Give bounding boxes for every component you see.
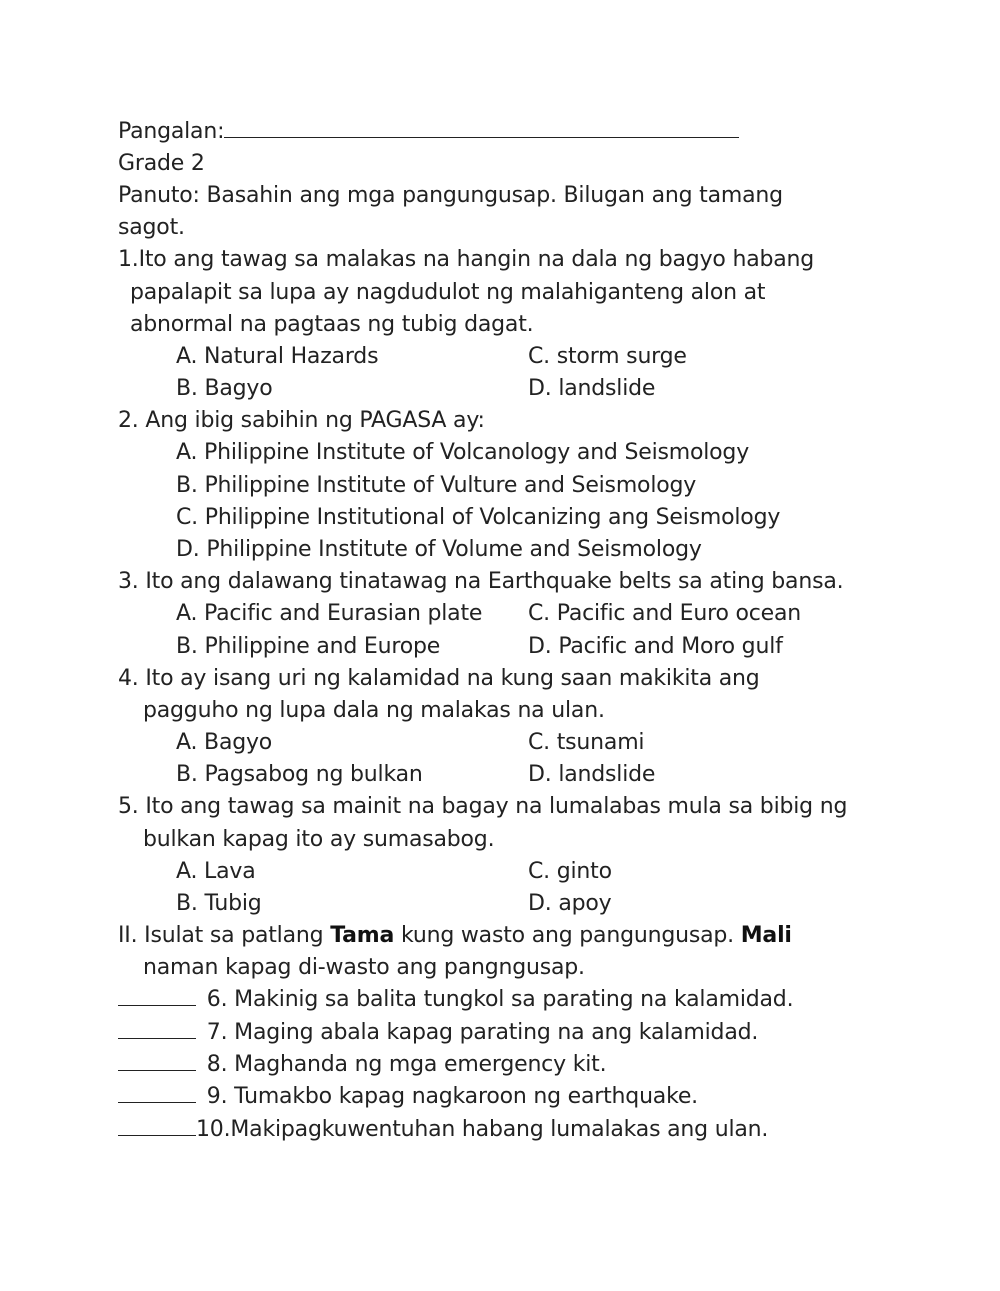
tf-statement-10: 10.Makipagkuwentuhan habang lumalakas ang ulan. <box>196 1117 769 1142</box>
grade-label: Grade 2 <box>118 151 205 176</box>
question-3-line-1: 3. Ito ang dalawang tinatawag na Earthquake belts sa ating bansa. <box>118 569 844 594</box>
part2-intro-prefix: II. Isulat sa patlang <box>118 923 331 948</box>
answer-blank-6[interactable] <box>118 985 196 1006</box>
q3-choice-d[interactable]: D. Pacific and Moro gulf <box>528 634 783 659</box>
mali-keyword: Mali <box>740 923 792 948</box>
tf-statement-9: 9. Tumakbo kapag nagkaroon ng earthquake. <box>200 1084 698 1109</box>
q3-choice-b[interactable]: B. Philippine and Europe <box>176 634 441 659</box>
tf-item-8 <box>118 1050 606 1080</box>
question-4-line-2: pagguho ng lupa dala ng malakas na ulan. <box>143 698 605 723</box>
q4-choice-d[interactable]: D. landslide <box>528 762 656 787</box>
tf-item-9 <box>118 1082 698 1112</box>
q2-choice-a[interactable]: A. Philippine Institute of Volcanology and Seismology <box>176 440 750 465</box>
answer-blank-8[interactable] <box>118 1050 196 1071</box>
q4-choice-a[interactable]: A. Bagyo <box>176 730 273 755</box>
answer-blank-7[interactable] <box>118 1018 196 1039</box>
part2-instruction-line-2: naman kapag di-wasto ang pangngusap. <box>143 955 585 980</box>
question-1-line-3: abnormal na pagtaas ng tubig dagat. <box>130 312 534 337</box>
question-4-line-1: 4. Ito ay isang uri ng kalamidad na kung saan makikita ang <box>118 666 760 691</box>
instruction-line-2: sagot. <box>118 215 185 240</box>
q1-choice-a[interactable]: A. Natural Hazards <box>176 344 379 369</box>
name-blank[interactable] <box>224 117 739 138</box>
q4-choice-c[interactable]: C. tsunami <box>528 730 645 755</box>
tf-item-6 <box>118 985 793 1015</box>
tf-statement-6: 6. Makinig sa balita tungkol sa parating na kalamidad. <box>200 987 794 1012</box>
q4-choice-b[interactable]: B. Pagsabog ng bulkan <box>176 762 423 787</box>
question-1-line-2: papalapit sa lupa ay nagdudulot ng malahiganteng alon at <box>130 280 766 305</box>
question-5-line-1: 5. Ito ang tawag sa mainit na bagay na lumalabas mula sa bibig ng <box>118 794 848 819</box>
q5-choice-d[interactable]: D. apoy <box>528 891 612 916</box>
q1-choice-c[interactable]: C. storm surge <box>528 344 687 369</box>
tf-statement-8: 8. Maghanda ng mga emergency kit. <box>200 1052 607 1077</box>
answer-blank-9[interactable] <box>118 1082 196 1103</box>
question-5-line-2: bulkan kapag ito ay sumasabog. <box>143 827 495 852</box>
name-label: Pangalan: <box>118 119 225 144</box>
q5-choice-b[interactable]: B. Tubig <box>176 891 262 916</box>
q2-choice-d[interactable]: D. Philippine Institute of Volume and Seismology <box>176 537 702 562</box>
q5-choice-c[interactable]: C. ginto <box>528 859 612 884</box>
q2-choice-b[interactable]: B. Philippine Institute of Vulture and Seismology <box>176 473 697 498</box>
tf-item-10 <box>118 1115 768 1145</box>
tf-item-7 <box>118 1018 758 1048</box>
q5-choice-a[interactable]: A. Lava <box>176 859 256 884</box>
q3-choice-a[interactable]: A. Pacific and Eurasian plate <box>176 601 483 626</box>
tf-statement-7: 7. Maging abala kapag parating na ang kalamidad. <box>200 1020 759 1045</box>
q1-choice-b[interactable]: B. Bagyo <box>176 376 273 401</box>
question-1-line-1: 1.Ito ang tawag sa malakas na hangin na dala ng bagyo habang <box>118 247 815 272</box>
part2-intro-middle: kung wasto ang pangungusap. <box>394 923 741 948</box>
tama-keyword: Tama <box>330 923 395 948</box>
q2-choice-c[interactable]: C. Philippine Institutional of Volcanizing ang Seismology <box>176 505 781 530</box>
q3-choice-c[interactable]: C. Pacific and Euro ocean <box>528 601 802 626</box>
instruction-line-1: Panuto: Basahin ang mga pangungusap. Bilugan ang tamang <box>118 183 783 208</box>
part2-instruction-line-1 <box>118 921 792 951</box>
question-2-line-1: 2. Ang ibig sabihin ng PAGASA ay: <box>118 408 485 433</box>
name-line <box>118 117 739 147</box>
q1-choice-d[interactable]: D. landslide <box>528 376 656 401</box>
answer-blank-10[interactable] <box>118 1115 196 1136</box>
